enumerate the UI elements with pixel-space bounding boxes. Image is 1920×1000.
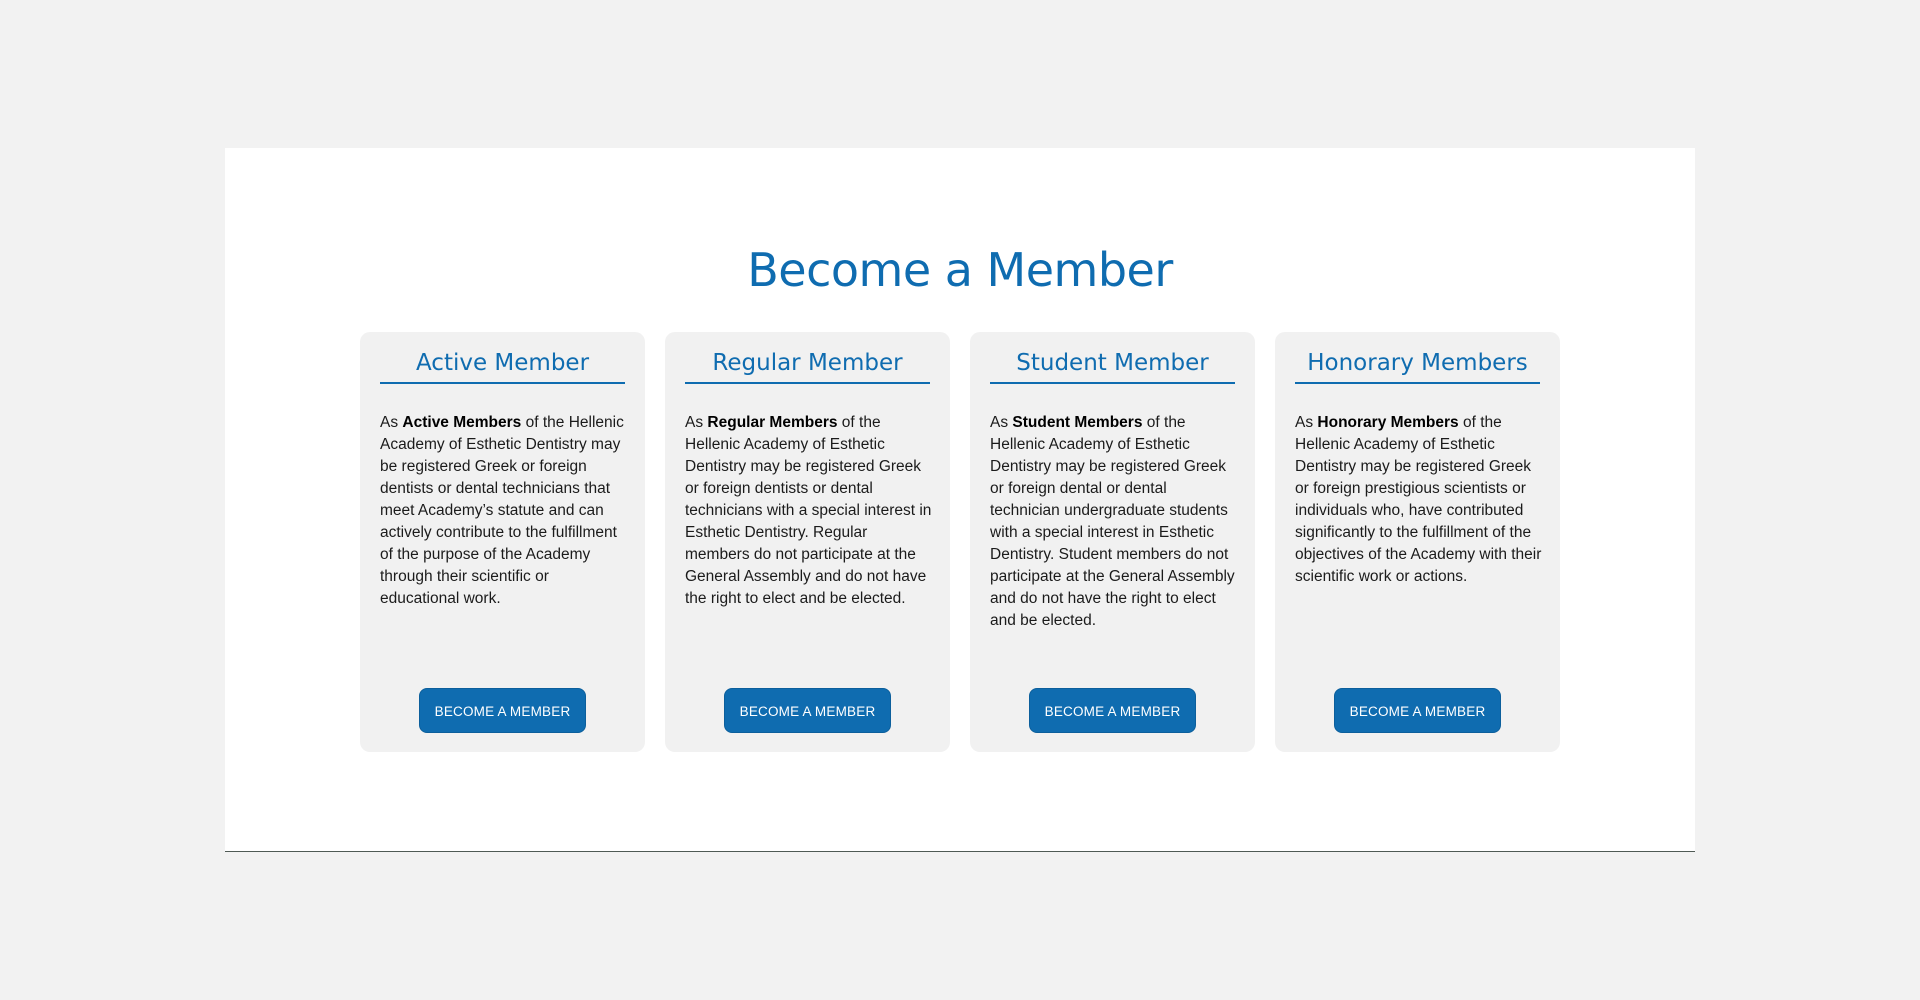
card-title: Honorary Members (1295, 350, 1540, 384)
card-description-text: of the Hellenic Academy of Esthetic Dentistry may be registered Greek or foreign dentists or dental technicians that meet Academy’s statute and can actively contribute to the fulfillment of the purpose of the Academy through their scientific or educational work. (380, 414, 624, 607)
card-description-intro: As (990, 414, 1013, 431)
card-description-intro: As (685, 414, 708, 431)
become-a-member-button[interactable]: BECOME A MEMBER (724, 688, 891, 733)
card-title: Regular Member (685, 350, 930, 384)
card-description (990, 412, 1238, 632)
become-a-member-button[interactable]: BECOME A MEMBER (1334, 688, 1501, 733)
card-description-text: of the Hellenic Academy of Esthetic Dentistry may be registered Greek or foreign dental or dental technician undergraduate students with a special interest in Esthetic Dentistry. Student members do not participate at the General Assembly and do not have the right to elect and be elected. (990, 414, 1235, 629)
card-description-intro: As (1295, 414, 1318, 431)
card-description (1295, 412, 1543, 588)
card-student-member (970, 332, 1255, 752)
card-description (380, 412, 628, 610)
become-a-member-button[interactable]: BECOME A MEMBER (1029, 688, 1196, 733)
card-title: Active Member (380, 350, 625, 384)
membership-section (225, 148, 1695, 852)
card-description-text: of the Hellenic Academy of Esthetic Dentistry may be registered Greek or foreign dentists or dental technicians with a special interest in Esthetic Dentistry. Regular members do not participate at the General Assembly and do not have the right to elect and be elected. (685, 414, 932, 607)
card-description-text: of the Hellenic Academy of Esthetic Dentistry may be registered Greek or foreign prestigious scientists or individuals who, have contributed significantly to the fulfillment of the objectives of the Academy with their scientific work or actions. (1295, 414, 1542, 585)
card-regular-member (665, 332, 950, 752)
card-description-bold: Active Members (402, 414, 522, 431)
card-description (685, 412, 933, 610)
card-description-bold: Honorary Members (1317, 414, 1459, 431)
section-title: Become a Member (747, 243, 1173, 297)
membership-cards (360, 332, 1560, 752)
card-description-bold: Regular Members (707, 414, 838, 431)
card-description-bold: Student Members (1012, 414, 1143, 431)
become-a-member-button[interactable]: BECOME A MEMBER (419, 688, 586, 733)
card-active-member (360, 332, 645, 752)
card-description-intro: As (380, 414, 403, 431)
card-honorary-members (1275, 332, 1560, 752)
card-title: Student Member (990, 350, 1235, 384)
